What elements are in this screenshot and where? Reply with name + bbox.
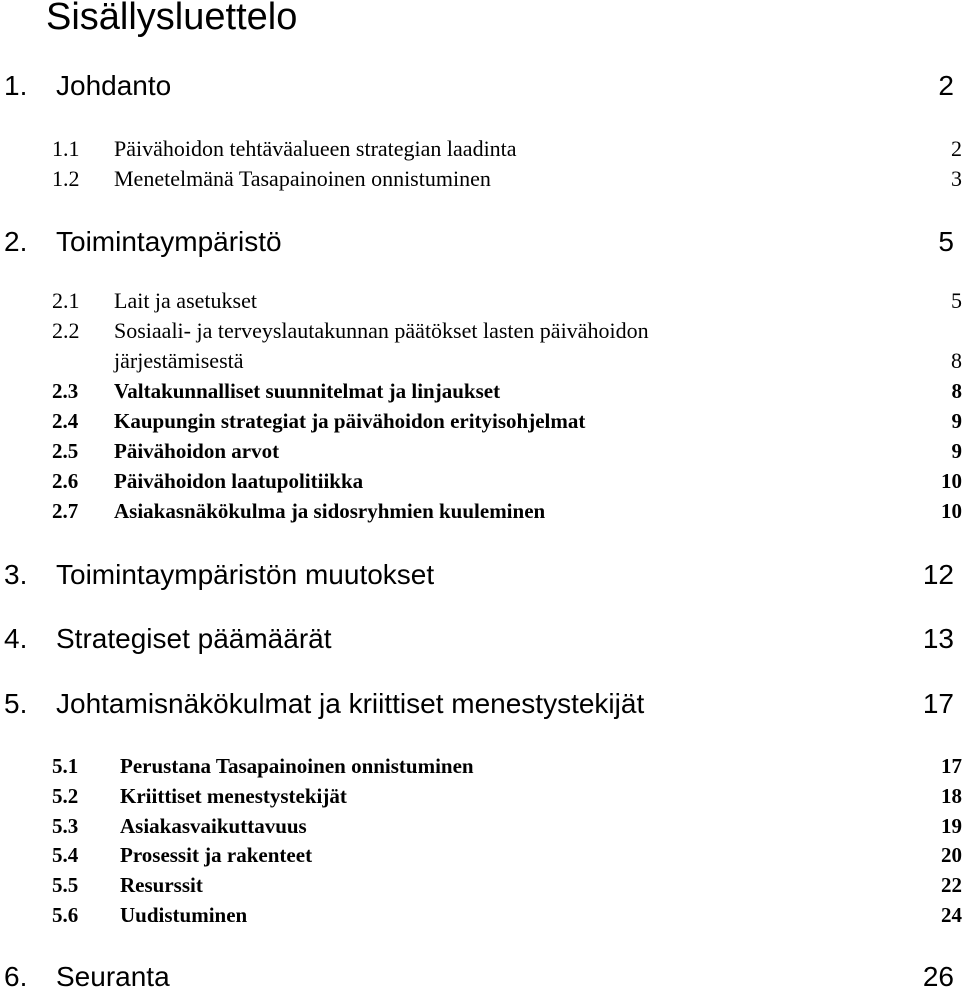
toc-page: 9 bbox=[952, 436, 962, 466]
toc-number: 6. bbox=[4, 957, 27, 997]
toc-entry-2-4[interactable] bbox=[0, 406, 962, 436]
toc-title: Asiakasvaikuttavuus bbox=[120, 811, 307, 841]
toc-entry-5[interactable] bbox=[0, 684, 954, 724]
toc-title-line-1: Sosiaali- ja terveyslautakunnan päätökset lasten päivähoidon bbox=[114, 318, 649, 343]
toc-number: 1.2 bbox=[52, 164, 80, 194]
toc-entry-5-4[interactable] bbox=[0, 840, 962, 870]
toc-page: 19 bbox=[941, 811, 962, 841]
toc-page: 20 bbox=[941, 840, 962, 870]
toc-page: 24 bbox=[941, 900, 962, 930]
toc-page: 10 bbox=[941, 496, 962, 526]
toc-number: 5.2 bbox=[52, 781, 78, 811]
toc-number: 3. bbox=[4, 555, 27, 595]
toc-title: Uudistuminen bbox=[120, 900, 247, 930]
toc-number: 5.6 bbox=[52, 900, 78, 930]
toc-entry-5-6[interactable] bbox=[0, 900, 962, 930]
toc-number: 5.4 bbox=[52, 840, 78, 870]
toc-entry-2-3[interactable] bbox=[0, 376, 962, 406]
toc-page: 9 bbox=[952, 406, 962, 436]
toc-page: 12 bbox=[923, 555, 954, 595]
toc-number: 2.2 bbox=[52, 316, 80, 346]
toc-page: 8 bbox=[951, 346, 962, 376]
toc-title: Kriittiset menestystekijät bbox=[120, 781, 347, 811]
toc-number: 1.1 bbox=[52, 134, 80, 164]
toc-page: 3 bbox=[951, 164, 962, 194]
toc-page: 8 bbox=[952, 376, 962, 406]
toc-number: 2.6 bbox=[52, 466, 78, 496]
toc-title: Toimintaympäristö bbox=[56, 222, 282, 262]
toc-page: 26 bbox=[923, 957, 954, 997]
toc-page: 13 bbox=[923, 619, 954, 659]
toc-entry-5-3[interactable] bbox=[0, 811, 962, 841]
toc-title-line-2: järjestämisestä bbox=[114, 348, 244, 373]
toc-entry-1-1[interactable] bbox=[0, 134, 962, 164]
toc-title: Päivähoidon tehtäväalueen strategian laadinta bbox=[114, 134, 517, 164]
toc-page: 22 bbox=[941, 870, 962, 900]
toc-page: 17 bbox=[923, 684, 954, 724]
toc-page: 18 bbox=[941, 781, 962, 811]
toc-title: Menetelmänä Tasapainoinen onnistuminen bbox=[114, 164, 491, 194]
toc-entry-2-2[interactable] bbox=[0, 316, 962, 376]
toc-entry-2-1[interactable] bbox=[0, 286, 962, 316]
toc-title: Strategiset päämäärät bbox=[56, 619, 332, 659]
toc-entry-5-2[interactable] bbox=[0, 781, 962, 811]
toc-title: Resurssit bbox=[120, 870, 203, 900]
toc-entry-2[interactable] bbox=[0, 222, 954, 262]
toc-entry-3[interactable] bbox=[0, 555, 954, 595]
toc-page: 17 bbox=[941, 751, 962, 781]
toc-entry-6[interactable] bbox=[0, 957, 954, 997]
toc-number: 2.1 bbox=[52, 286, 80, 316]
toc-number: 4. bbox=[4, 619, 27, 659]
toc-entry-2-5[interactable] bbox=[0, 436, 962, 466]
toc-number: 5.5 bbox=[52, 870, 78, 900]
toc-page: 5 bbox=[938, 222, 954, 262]
toc-title: Prosessit ja rakenteet bbox=[120, 840, 312, 870]
toc-page: 10 bbox=[941, 466, 962, 496]
toc-number: 1. bbox=[4, 66, 27, 106]
toc-number: 5. bbox=[4, 684, 27, 724]
toc-title: Johtamisnäkökulmat ja kriittiset menestystekijät bbox=[56, 684, 644, 724]
toc-title: Perustana Tasapainoinen onnistuminen bbox=[120, 751, 474, 781]
toc-number: 2.3 bbox=[52, 376, 78, 406]
toc-number: 5.1 bbox=[52, 751, 78, 781]
toc-title bbox=[114, 316, 649, 376]
toc-number: 2.5 bbox=[52, 436, 78, 466]
toc-number: 5.3 bbox=[52, 811, 78, 841]
toc-title: Lait ja asetukset bbox=[114, 286, 257, 316]
toc-number: 2.4 bbox=[52, 406, 78, 436]
toc-page: 2 bbox=[951, 134, 962, 164]
toc-title: Valtakunnalliset suunnitelmat ja linjaukset bbox=[114, 376, 500, 406]
toc-title: Päivähoidon arvot bbox=[114, 436, 279, 466]
toc-entry-5-1[interactable] bbox=[0, 751, 962, 781]
toc-page: 2 bbox=[938, 66, 954, 106]
page-title: Sisällysluettelo bbox=[46, 0, 297, 40]
toc-entry-5-5[interactable] bbox=[0, 870, 962, 900]
toc-entry-2-6[interactable] bbox=[0, 466, 962, 496]
toc-entry-1[interactable] bbox=[0, 66, 954, 106]
toc-number: 2. bbox=[4, 222, 27, 262]
toc-title: Päivähoidon laatupolitiikka bbox=[114, 466, 363, 496]
toc-title: Asiakasnäkökulma ja sidosryhmien kuuleminen bbox=[114, 496, 545, 526]
toc-entry-1-2[interactable] bbox=[0, 164, 962, 194]
toc-number: 2.7 bbox=[52, 496, 78, 526]
toc-title: Toimintaympäristön muutokset bbox=[56, 555, 434, 595]
toc-entry-2-7[interactable] bbox=[0, 496, 962, 526]
toc-title: Johdanto bbox=[56, 66, 171, 106]
toc-title: Kaupungin strategiat ja päivähoidon erityisohjelmat bbox=[114, 406, 585, 436]
toc-entry-4[interactable] bbox=[0, 619, 954, 659]
toc-title: Seuranta bbox=[56, 957, 170, 997]
toc-page: 5 bbox=[951, 286, 962, 316]
